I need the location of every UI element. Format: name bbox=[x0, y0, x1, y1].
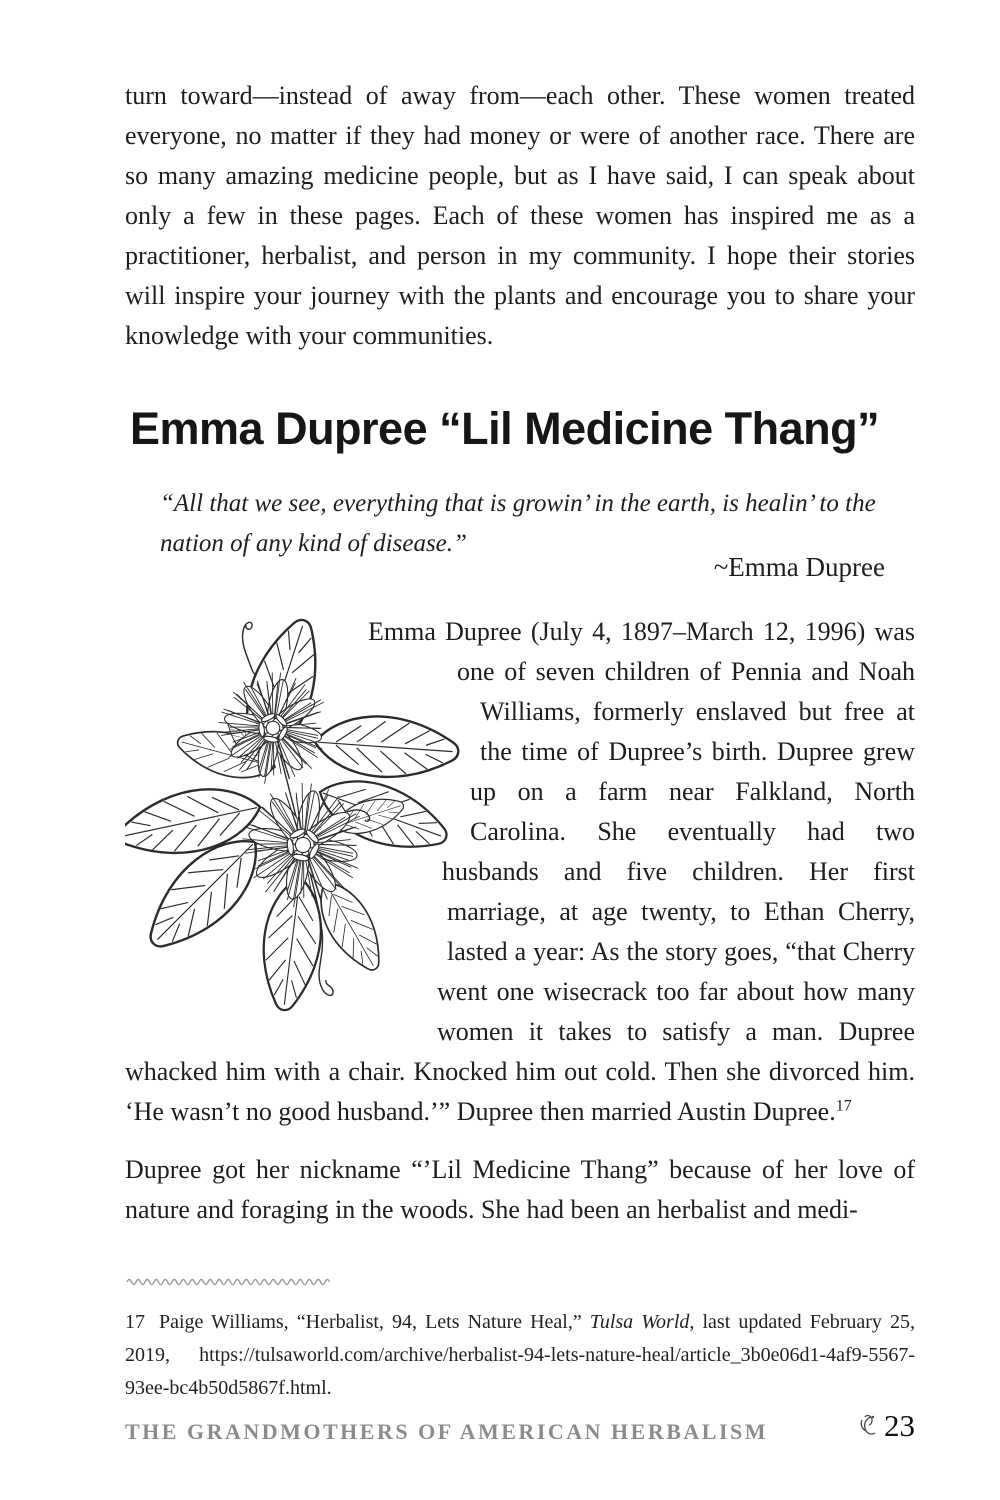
fleuron-icon bbox=[858, 1413, 878, 1439]
text-column bbox=[125, 76, 915, 1230]
body-paragraph-1-text: Emma Dupree (July 4, 1897–March 12, 1996) was one of seven children of Pennia and Noah Williams, formerly enslaved but free at the time of Dupree’s birth. Dupree grew up on a farm near Falkland, North Carolina. She eventually had two husbands and five children. Her first marriage, at age twenty, to Ethan Cherry, lasted a year: As the story goes, “that Cherry went one wisecrack too far about how many women it takes to satisfy a man. Dupree whacked him with a chair. Knocked him out cold. Then she divorced him. ‘He wasn’t no good husband.’” Dupree then married Austin Dupree. bbox=[125, 617, 915, 1126]
footnote-ref: 17 bbox=[835, 1097, 852, 1115]
footnote-divider bbox=[125, 1276, 337, 1286]
intro-paragraph: turn toward—instead of away from—each other. These women treated everyone, no matter if they had money or were of another race. There are so many amazing medicine people, but as I have said, I can speak about only a few in these pages. Each of these women has inspired me as a practitioner, herbalist, and person in my community. I hope their stories will inspire your journey with the plants and encourage you to share your knowledge with your communities. bbox=[125, 81, 915, 350]
body-paragraph-1 bbox=[125, 612, 915, 1132]
footnote-work-title: Tulsa World bbox=[589, 1311, 690, 1333]
epigraph-quote: “All that we see, everything that is growin’ in the earth, is healin’ to the nation of any kind of disease.” bbox=[160, 490, 876, 557]
passionflower-svg bbox=[125, 612, 470, 1012]
epigraph-attribution: ~Emma Dupree bbox=[713, 552, 885, 582]
footnote-section bbox=[125, 1276, 915, 1425]
section-heading: Emma Dupree “Lil Medicine Thang” bbox=[130, 403, 880, 454]
passionflower-illustration bbox=[125, 612, 483, 1014]
footnote-text-after: , last updated February 25, 2019, https://tulsaworld.com/archive/herbalist-94-lets-nature-heal/article_3b0e06d1-4af9-5567-93ee-bc4b50d5867f.html. bbox=[125, 1311, 915, 1399]
page-number: 23 bbox=[884, 1408, 915, 1443]
footnote bbox=[125, 1306, 915, 1405]
footnote-number: 17 bbox=[125, 1311, 145, 1333]
footnote-text-before: Paige Williams, “Herbalist, 94, Lets Nature Heal,” bbox=[159, 1311, 590, 1333]
page-number-group bbox=[858, 1408, 915, 1444]
running-title: THE GRANDMOTHERS OF AMERICAN HERBALISM bbox=[125, 1419, 769, 1444]
body-paragraph-2: Dupree got her nickname “’Lil Medicine Thang” because of her love of nature and foraging in the woods. She had been an herbalist and medi- bbox=[125, 1155, 915, 1224]
page-footer bbox=[125, 1408, 915, 1445]
